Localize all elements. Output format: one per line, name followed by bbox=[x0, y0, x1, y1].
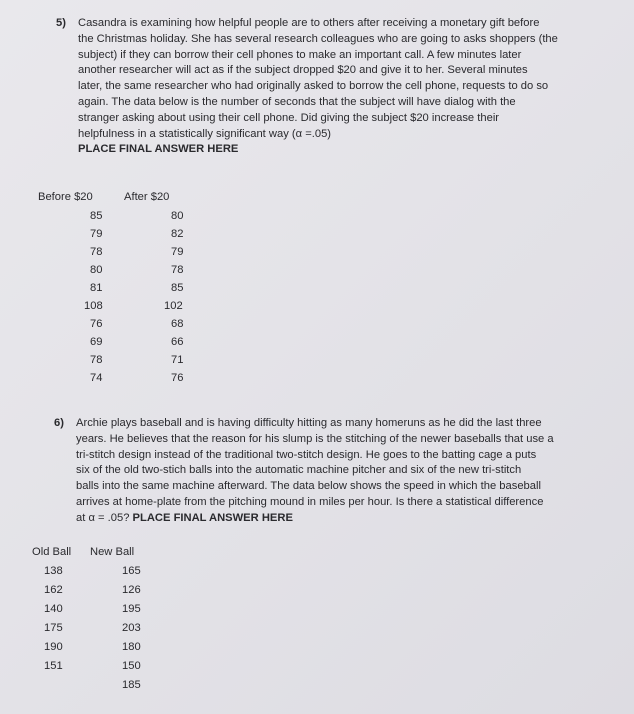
new-ball-value: 126 bbox=[122, 584, 141, 596]
after-value: 76 bbox=[171, 372, 184, 384]
problem-5-line: later, the same researcher who had originally asked to borrow the cell phone, requests to do so bbox=[78, 80, 549, 93]
after-value: 66 bbox=[171, 336, 184, 348]
before-value: 108 bbox=[84, 300, 103, 312]
after-value: 71 bbox=[171, 354, 184, 366]
before-value: 69 bbox=[90, 336, 103, 348]
after-value: 80 bbox=[171, 210, 184, 222]
old-ball-value: 162 bbox=[44, 584, 63, 596]
problem-5 bbox=[56, 16, 558, 158]
problem-6-line: arrives at home-plate from the pitching mound in miles per hour. Is there a statistical difference bbox=[76, 495, 544, 508]
new-ball-value: 185 bbox=[122, 679, 141, 691]
problem-5-line: again. The data below is the number of seconds that the subject will have dialog with the bbox=[78, 95, 516, 108]
new-ball-value: 165 bbox=[122, 565, 141, 577]
problem-5-line: stranger asking about using their cell phone. Did giving the subject $20 increase their bbox=[78, 111, 500, 124]
problem-5-text bbox=[78, 16, 558, 158]
column-header-new-ball: New Ball bbox=[90, 546, 135, 558]
problem-6-text bbox=[76, 416, 554, 527]
column-header-old-ball: Old Ball bbox=[32, 546, 72, 558]
before-value: 76 bbox=[90, 318, 103, 330]
old-ball-value: 175 bbox=[44, 622, 63, 634]
problem-5-line: Casandra is examining how helpful people are to others after receiving a monetary gift before bbox=[78, 17, 540, 29]
after-value: 78 bbox=[171, 264, 184, 276]
before-value: 78 bbox=[90, 354, 103, 366]
problem-5-line: subject) if they can borrow their cell phones to make an important call. A few minutes later bbox=[78, 48, 522, 61]
problem-6-line: years. He believes that the reason for his slump is the stitching of the newer baseballs that use a bbox=[76, 432, 554, 445]
old-ball-value: 138 bbox=[44, 565, 63, 577]
after-value: 82 bbox=[171, 228, 184, 240]
problem-6-number: 6) bbox=[54, 417, 64, 429]
new-ball-value: 150 bbox=[122, 660, 141, 672]
problem-5-line: the Christmas holiday. She has several research colleagues who are going to asks shoppers (the bbox=[78, 32, 558, 45]
before-value: 80 bbox=[90, 264, 103, 276]
after-value: 85 bbox=[171, 282, 184, 294]
after-value: 68 bbox=[171, 318, 184, 330]
problem-6-final-answer-prompt: PLACE FINAL ANSWER HERE bbox=[132, 511, 293, 524]
problem-6-line: balls into the same machine afterward. The data below shows the speed in which the baseball bbox=[76, 480, 541, 493]
problem-5-line: helpfulness in a statistically significant way (α =.05) bbox=[78, 127, 332, 140]
problem-6-line: six of the old two-stich balls into the automatic machine pitcher and six of the new tri-stitch bbox=[76, 464, 522, 477]
new-ball-value: 203 bbox=[122, 622, 141, 634]
old-ball-value: 140 bbox=[44, 603, 63, 615]
problem-6-line: tri-stitch design instead of the traditional two-stitch design. He goes to the batting cage a puts bbox=[76, 448, 537, 461]
problem-6-last-line bbox=[76, 511, 554, 527]
column-header-before: Before $20 bbox=[38, 191, 93, 203]
before-value: 74 bbox=[90, 372, 103, 384]
problem-5-final-answer-prompt: PLACE FINAL ANSWER HERE bbox=[78, 143, 239, 156]
new-ball-value: 195 bbox=[122, 603, 141, 615]
problem-5-number: 5) bbox=[56, 17, 66, 29]
before-value: 78 bbox=[90, 246, 103, 258]
column-header-after: After $20 bbox=[124, 191, 170, 203]
after-value: 102 bbox=[164, 300, 183, 312]
old-ball-value: 151 bbox=[44, 660, 63, 672]
problem-6-line: Archie plays baseball and is having difficulty hitting as many homeruns as he did the last three bbox=[76, 417, 542, 429]
problem-6 bbox=[54, 416, 554, 527]
after-value: 79 bbox=[171, 246, 184, 258]
problem-5-line: another researcher will act as if the subject dropped $20 and give it to her. Several minutes bbox=[78, 64, 528, 77]
before-value: 85 bbox=[90, 210, 103, 222]
before-value: 79 bbox=[90, 228, 103, 240]
new-ball-value: 180 bbox=[122, 641, 141, 653]
problem-6-alpha-question: at α = .05? bbox=[76, 511, 130, 524]
before-value: 81 bbox=[90, 282, 103, 294]
old-ball-value: 190 bbox=[44, 641, 63, 653]
